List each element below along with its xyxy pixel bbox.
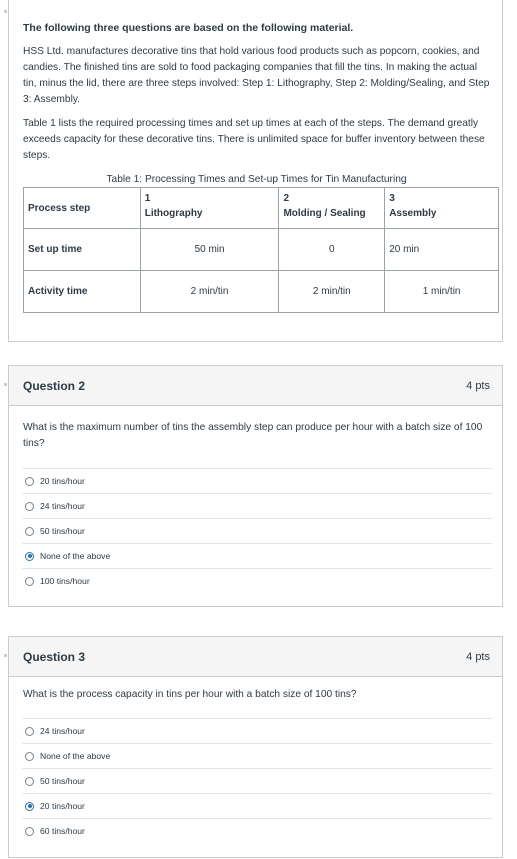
table-row	[24, 271, 499, 313]
table-row-label: Activity time	[24, 271, 141, 313]
step-number: 3	[389, 193, 395, 204]
question-card-2	[8, 365, 503, 607]
radio-button[interactable]	[25, 777, 34, 786]
processing-times-table	[23, 187, 499, 313]
answer-label: 50 tins/hour	[40, 776, 85, 786]
stimulus-title: The following three questions are based on the following material.	[23, 22, 354, 34]
table-cell: 2 min/tin	[279, 271, 385, 313]
answer-list	[22, 718, 492, 843]
table-cell: 0	[279, 229, 385, 271]
card-edge-marker	[4, 654, 7, 657]
answer-option[interactable]	[22, 568, 492, 593]
question-title: Question 3	[23, 650, 86, 664]
answer-option[interactable]	[22, 718, 492, 743]
question-title: Question 2	[23, 379, 86, 393]
question-points: 4 pts	[466, 380, 490, 392]
radio-button[interactable]	[25, 577, 34, 586]
answer-option[interactable]	[22, 768, 492, 793]
table-cell: 20 min	[385, 229, 499, 271]
table-cell: 1 min/tin	[385, 271, 499, 313]
answer-label: None of the above	[40, 751, 111, 761]
answer-list	[22, 468, 492, 593]
answer-label: 24 tins/hour	[40, 501, 85, 511]
step-name: Molding / Sealing	[283, 208, 366, 219]
step-name: Lithography	[144, 208, 203, 219]
question-header	[9, 366, 502, 406]
question-header	[9, 637, 502, 677]
stimulus-paragraph-1: HSS Ltd. manufactures decorative tins that hold various food products such as popcorn, cookies, and candies. The finished tins are sold to food packaging companies that fill the tins. In making the actual tin, minus the lid, there are three steps involved: Step 1: Lithography, Step 2: Molding/Sealing, and Step 3: Assembly.	[23, 46, 490, 105]
radio-button[interactable]	[25, 827, 34, 836]
step-number: 1	[144, 193, 151, 204]
radio-button[interactable]	[25, 527, 34, 536]
stimulus-card	[8, 0, 503, 342]
stimulus-paragraph-2: Table 1 lists the required processing times and set up times at each of the steps. The demand greatly exceeds capacity for these decorative tins. There is unlimited space for buffer inventory between these steps.	[23, 118, 485, 161]
question-text: What is the maximum number of tins the assembly step can produce per hour with a batch size of 100 tins?	[23, 422, 483, 449]
step-number: 2	[283, 193, 289, 204]
table-caption: Table 1: Processing Times and Set-up Times for Tin Manufacturing	[106, 174, 407, 185]
answer-option[interactable]	[22, 793, 492, 818]
answer-option[interactable]	[22, 818, 492, 843]
answer-label: 20 tins/hour	[40, 801, 85, 811]
answer-option[interactable]	[22, 468, 492, 493]
table-row	[24, 229, 499, 271]
answer-option[interactable]	[22, 543, 492, 568]
radio-button[interactable]	[25, 502, 34, 511]
table-corner-label: Process step	[24, 188, 141, 229]
answer-label: 60 tins/hour	[40, 826, 85, 836]
card-edge-marker	[4, 10, 7, 13]
answer-option[interactable]	[22, 743, 492, 768]
answer-label: 20 tins/hour	[40, 476, 85, 486]
question-text: What is the process capacity in tins per hour with a batch size of 100 tins?	[23, 689, 357, 700]
radio-button-selected[interactable]	[25, 552, 34, 561]
radio-button-selected[interactable]	[25, 802, 34, 811]
table-cell: 2 min/tin	[140, 271, 279, 313]
answer-option[interactable]	[22, 493, 492, 518]
table-header-row	[24, 188, 499, 229]
question-card-3	[8, 636, 503, 858]
answer-label: 100 tins/hour	[40, 576, 90, 586]
table-step-header	[385, 188, 499, 229]
question-points: 4 pts	[466, 651, 490, 663]
radio-button[interactable]	[25, 477, 34, 486]
radio-button[interactable]	[25, 727, 34, 736]
step-name: Assembly	[389, 208, 437, 219]
answer-label: 50 tins/hour	[40, 526, 85, 536]
radio-button[interactable]	[25, 752, 34, 761]
answer-label: 24 tins/hour	[40, 726, 85, 736]
table-step-header	[140, 188, 279, 229]
answer-label: None of the above	[40, 551, 111, 561]
answer-option[interactable]	[22, 518, 492, 543]
table-cell: 50 min	[140, 229, 279, 271]
card-edge-marker	[4, 383, 7, 386]
table-row-label: Set up time	[24, 229, 141, 271]
table-step-header	[279, 188, 385, 229]
